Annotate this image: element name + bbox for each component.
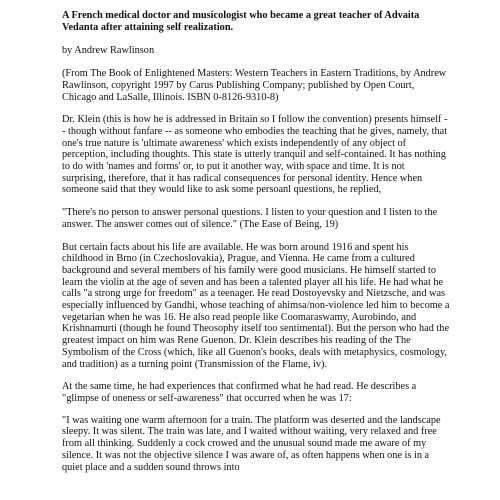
author-line: by Andrew Rawlinson [62,45,155,57]
body-paragraph: At the same time, he had experiences that confirmed what he had read. He describes a "glimpse of oneness or self-awareness" that occurred when he was 17: [62,381,417,404]
quote-paragraph: "There's no person to answer personal questions. I listen to your question and I listen to the answer. The answer comes out of silence." (The Ease of Being, 19) [62,207,438,230]
document-title: A French medical doctor and musicologist who became a great teacher of Advaita Vedanta after attaining self realization. [62,10,420,33]
citation-paragraph: (From The Book of Enlightened Masters: Western Teachers in Eastern Traditions, by Andrew Rawlinson, copyright 1997 by Carus Publishing Company; published by Open Court, Chicago and LaSalle, Illinois. ISBN 0-8126-9310-8) [62,68,447,103]
body-paragraph: But certain facts about his life are available. He was born around 1916 and spent his childhood in Brno (in Czechoslovakia), Prague, and Vienna. He came from a cultured background and several members of his family were good musicians. He himself started to learn the violin at the age of seven and has been a talented player all his life. He had what he calls "a strong urge for freedom" as a teenager. He read Dostoyevsky and Nietzsche, and was especially influenced by Gandhi, whose teaching of ahimsa/non-violence led him to become a vegetarian when he was 16. He also read people like Coomaraswamy, Aurobindo, and Krishnamurti (though he found Theosophy itself too sentimental). But the person who had the greatest impact on him was Rene Guenon. Dr. Klein describes his reading of the The Symbolism of the Cross (which, like all Guenon's books, deals with metaphysics, cosmology, and tradition) as a turning point (Transmission of the Flame, iv). [62,241,450,370]
body-paragraph: Dr. Klein (this is how he is addressed in Britain so I follow the convention) presents himself -- though without fanfare -- as someone who embodies the teaching that he gives, namely, that one's true nature is 'ultimate awareness' which exists independently of any object of perception, including thoughts. This state is utterly tranquil and self-contained. It has nothing to do with 'names and forms' or, to put it another way, with space and time. It is not surprising, therefore, that it has radical consequences for personal identity. Hence when someone said that they would like to ask some persoanl questions, he replied, [62,114,448,196]
document-page [62,10,450,484]
quote-paragraph: "I was waiting one warm afternoon for a train. The platform was deserted and the landscape sleepy. It was silent. The train was late, and I waited without waiting, very relaxed and free from all thinking. Suddenly a cock crowed and the unusual sound made me aware of my silence. It was not the objective silence I was aware of, as often happens when one is in a quiet place and a sudden sound throws into [62,414,441,473]
